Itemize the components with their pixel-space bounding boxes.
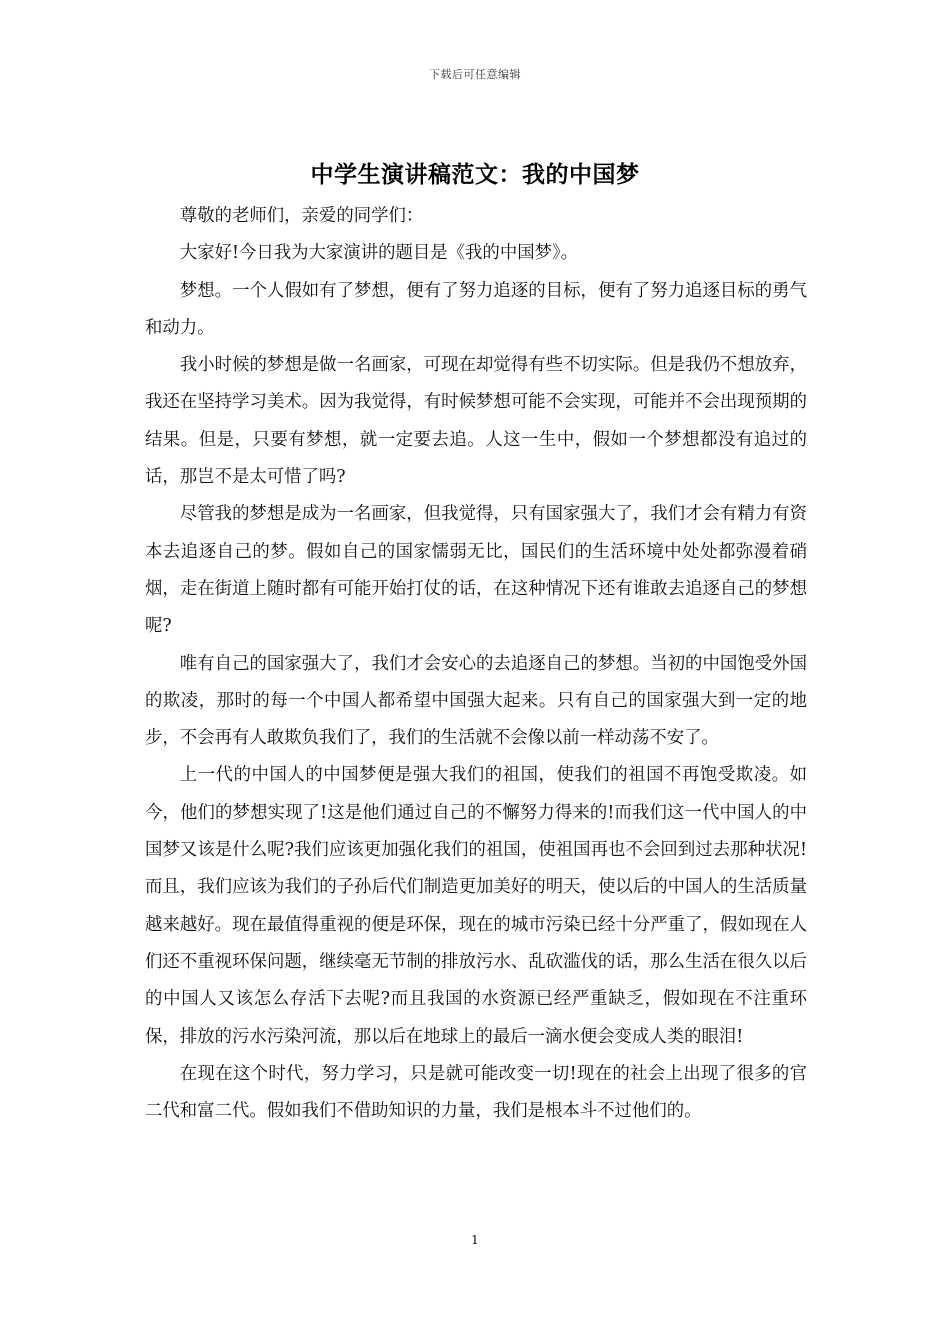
paragraph: 我小时候的梦想是做一名画家，可现在却觉得有些不切实际。但是我仍不想放弃，我还在坚持学习美术。因为我觉得，有时候梦想可能不会实现，可能并不会出现预期的结果。但是，只要有梦想，就一定要去追。人这一生中，假如一个梦想都没有追过的话，那岂不是太可惜了吗? xyxy=(145,355,807,488)
document-body xyxy=(145,198,807,1130)
page-number: 1 xyxy=(471,1233,479,1247)
paragraph-greeting: 大家好!今日我为大家演讲的题目是《我的中国梦》。 xyxy=(179,243,579,264)
header-note: 下载后可任意编辑 xyxy=(429,68,521,81)
paragraph: 在现在这个时代，努力学习，只是就可能改变一切!现在的社会上出现了很多的官二代和富二代。假如我们不借助知识的力量，我们是根本斗不过他们的。 xyxy=(145,1063,807,1122)
paragraph: 梦想。一个人假如有了梦想，便有了努力追逐的目标，便有了努力追逐目标的勇气和动力。 xyxy=(145,280,807,338)
document-title: 中学生演讲稿范文：我的中国梦 xyxy=(310,161,640,188)
paragraph: 尽管我的梦想是成为一名画家，但我觉得，只有国家强大了，我们才会有精力有资本去追逐自己的梦。假如自己的国家懦弱无比，国民们的生活环境中处处都弥漫着硝烟，走在街道上随时都有可能开始打仗的话，在这种情况下还有谁敢去追逐自己的梦想呢? xyxy=(145,504,807,637)
paragraph: 上一代的中国人的中国梦便是强大我们的祖国，使我们的祖国不再饱受欺凌。如今，他们的梦想实现了!这是他们通过自己的不懈努力得来的!而我们这一代中国人的中国梦又该是什么呢?我们应该更加强化我们的祖国，使祖国再也不会回到过去那种状况!而且，我们应该为我们的子孙后代们制造更加美好的明天，使以后的中国人的生活质量越来越好。现在最值得重视的便是环保，现在的城市污染已经十分严重了，假如现在人们还不重视环保问题，继续毫无节制的排放污水、乱砍滥伐的话，那么生活在很久以后的中国人又该怎么存活下去呢?而且我国的水资源已经严重缺乏，假如现在不注重环保，排放的污水污染河流，那以后在地球上的最后一滴水便会变成人类的眼泪! xyxy=(145,765,807,1047)
paragraph: 唯有自己的国家强大了，我们才会安心的去追逐自己的梦想。当初的中国饱受外国的欺凌，那时的每一个中国人都希望中国强大起来。只有自己的国家强大到一定的地步，不会再有人敢欺负我们了，我们的生活就不会像以前一样动荡不安了。 xyxy=(145,653,807,749)
paragraph-salutation: 尊敬的老师们，亲爱的同学们： xyxy=(179,206,424,226)
